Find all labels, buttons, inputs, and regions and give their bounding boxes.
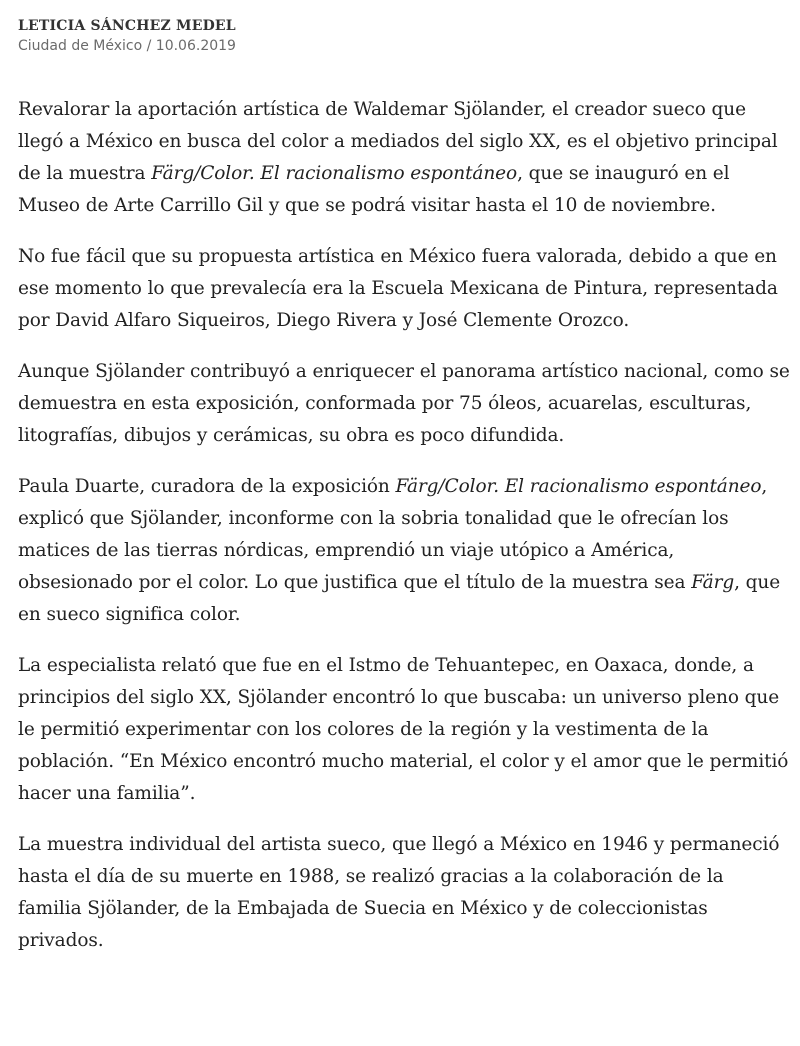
paragraph-5: La especialista relató que fue en el Istmo de Tehuantepec, en Oaxaca, donde, a principios del siglo XX, Sjölander encontró lo que buscaba: un universo pleno que le permitió experimentar con los colores de la región y la vestimenta de la población. “En México encontró mucho material, el color y el amor que le permitió hacer una familia”. <box>18 655 789 804</box>
paragraph-1 <box>18 94 792 222</box>
paragraph-1-text-a: Revalorar la aportación artística de Waldemar Sjölander, el creador sueco que llegó a México en busca del color a mediados del siglo XX, es el objetivo principal de la muestra <box>18 99 778 184</box>
location-date: Ciudad de México / 10.06.2019 <box>18 38 236 54</box>
article-body <box>18 94 792 957</box>
paragraph-4-text-c: , que en sueco significa color. <box>18 572 781 625</box>
paragraph-6: La muestra individual del artista sueco, que llegó a México en 1946 y permaneció hasta el día de su muerte en 1988, se realizó gracias a la colaboración de la familia Sjölander, de la Embajada de Suecia en México y de coleccionistas privados. <box>18 834 780 951</box>
paragraph-4-text-b: , explicó que Sjölander, inconforme con la sobria tonalidad que le ofrecían los matices de las tierras nórdicas, emprendió un viaje utópico a América, obsesionado por el color. Lo que justifica que el título de la muestra sea <box>18 476 768 593</box>
paragraph-1-text-b: , que se inauguró en el Museo de Arte Carrillo Gil y que se podrá visitar hasta el 10 de noviembre. <box>18 163 730 216</box>
paragraph-4 <box>18 471 792 631</box>
paragraph-2: No fue fácil que su propuesta artística en México fuera valorada, debido a que en ese momento lo que prevalecía era la Escuela Mexicana de Pintura, representada por David Alfaro Siqueiros, Diego Rivera y José Clemente Orozco. <box>18 246 778 331</box>
article-byline <box>18 16 792 56</box>
exhibition-title: Färg/Color. El racionalismo espontáneo <box>395 476 762 497</box>
paragraph-3: Aunque Sjölander contribuyó a enriquecer el panorama artístico nacional, como se demuestra en esta exposición, conformada por 75 óleos, acuarelas, esculturas, litografías, dibujos y cerámicas, su obra es poco difundida. <box>18 361 790 446</box>
exhibition-title: Färg/Color. El racionalismo espontáneo <box>151 163 518 184</box>
farg-word: Färg <box>691 572 735 593</box>
author-name[interactable]: LETICIA SÁNCHEZ MEDEL <box>18 18 236 34</box>
paragraph-4-text-a: Paula Duarte, curadora de la exposición <box>18 476 396 497</box>
